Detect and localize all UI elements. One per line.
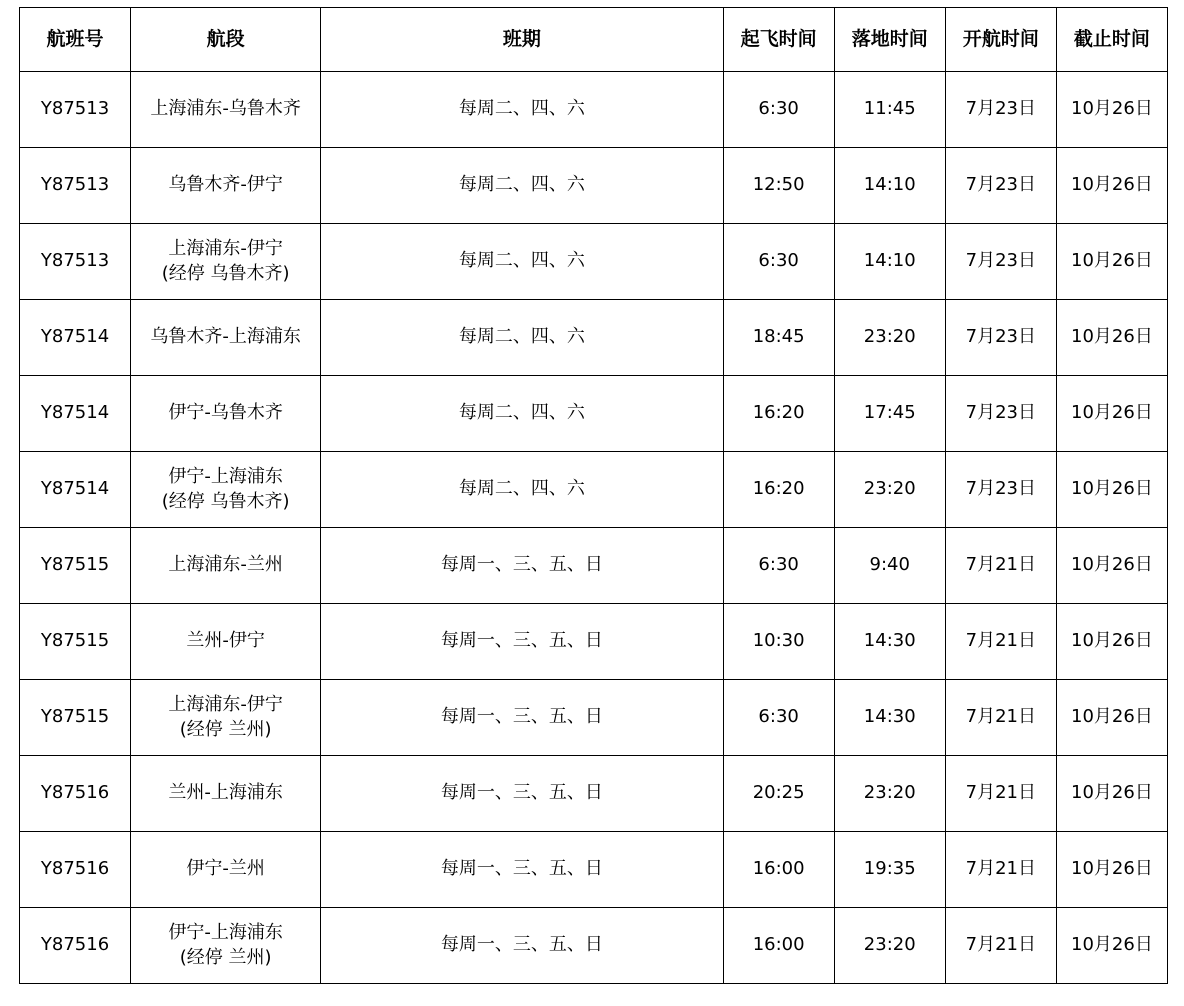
cell-schedule-days: 每周一、三、五、日: [321, 528, 723, 604]
cell-schedule-days: 每周一、三、五、日: [321, 680, 723, 756]
cell-arrival-time: 23:20: [834, 908, 945, 984]
cell-start-date: 7月23日: [945, 452, 1056, 528]
cell-end-date: 10月26日: [1056, 832, 1167, 908]
cell-departure-time: 16:00: [723, 908, 834, 984]
cell-flight-number: Y87515: [20, 604, 131, 680]
table-row: [20, 148, 1168, 224]
cell-schedule-days: 每周二、四、六: [321, 148, 723, 224]
cell-schedule-days: 每周二、四、六: [321, 376, 723, 452]
route-name: 兰州-伊宁: [186, 630, 265, 652]
cell-arrival-time: 9:40: [834, 528, 945, 604]
route-name: 伊宁-上海浦东: [168, 466, 283, 488]
cell-arrival-time: 14:10: [834, 224, 945, 300]
table-row: [20, 72, 1168, 148]
cell-route: [131, 908, 321, 984]
cell-flight-number: Y87516: [20, 908, 131, 984]
cell-flight-number: Y87514: [20, 452, 131, 528]
cell-schedule-days: 每周二、四、六: [321, 452, 723, 528]
cell-departure-time: 18:45: [723, 300, 834, 376]
route-stopover-note: (经停 兰州): [179, 946, 272, 968]
cell-departure-time: 10:30: [723, 604, 834, 680]
cell-arrival-time: 11:45: [834, 72, 945, 148]
cell-route: [131, 680, 321, 756]
cell-start-date: 7月23日: [945, 148, 1056, 224]
table-row: [20, 300, 1168, 376]
cell-end-date: 10月26日: [1056, 452, 1167, 528]
cell-route: [131, 604, 321, 680]
route-stopover-note: (经停 乌鲁木齐): [161, 490, 290, 512]
cell-arrival-time: 17:45: [834, 376, 945, 452]
cell-route: [131, 72, 321, 148]
route-name: 乌鲁木齐-伊宁: [168, 174, 283, 196]
cell-end-date: 10月26日: [1056, 300, 1167, 376]
cell-departure-time: 20:25: [723, 756, 834, 832]
cell-departure-time: 16:20: [723, 376, 834, 452]
cell-arrival-time: 14:30: [834, 680, 945, 756]
cell-flight-number: Y87516: [20, 756, 131, 832]
header-arrival-time: 落地时间: [834, 8, 945, 72]
cell-end-date: 10月26日: [1056, 908, 1167, 984]
cell-flight-number: Y87516: [20, 832, 131, 908]
table-row: [20, 680, 1168, 756]
route-name: 乌鲁木齐-上海浦东: [150, 326, 301, 348]
cell-flight-number: Y87515: [20, 680, 131, 756]
table-row: [20, 224, 1168, 300]
header-start-date: 开航时间: [945, 8, 1056, 72]
cell-departure-time: 16:00: [723, 832, 834, 908]
cell-route: [131, 224, 321, 300]
route-name: 伊宁-乌鲁木齐: [168, 402, 283, 424]
cell-end-date: 10月26日: [1056, 376, 1167, 452]
table-row: [20, 832, 1168, 908]
cell-flight-number: Y87513: [20, 224, 131, 300]
cell-route: [131, 832, 321, 908]
cell-schedule-days: 每周一、三、五、日: [321, 756, 723, 832]
cell-end-date: 10月26日: [1056, 604, 1167, 680]
cell-route: [131, 376, 321, 452]
cell-departure-time: 6:30: [723, 224, 834, 300]
header-schedule-days: 班期: [321, 8, 723, 72]
cell-arrival-time: 23:20: [834, 300, 945, 376]
cell-start-date: 7月23日: [945, 376, 1056, 452]
cell-schedule-days: 每周一、三、五、日: [321, 908, 723, 984]
route-name: 上海浦东-乌鲁木齐: [150, 98, 301, 120]
table-row: [20, 756, 1168, 832]
route-name: 上海浦东-伊宁: [168, 238, 283, 260]
header-route: 航段: [131, 8, 321, 72]
cell-start-date: 7月21日: [945, 756, 1056, 832]
cell-schedule-days: 每周二、四、六: [321, 72, 723, 148]
cell-schedule-days: 每周一、三、五、日: [321, 604, 723, 680]
table-row: [20, 528, 1168, 604]
table-row: [20, 908, 1168, 984]
cell-departure-time: 6:30: [723, 680, 834, 756]
cell-start-date: 7月21日: [945, 908, 1056, 984]
route-name: 兰州-上海浦东: [168, 782, 283, 804]
cell-route: [131, 452, 321, 528]
cell-departure-time: 6:30: [723, 72, 834, 148]
cell-departure-time: 16:20: [723, 452, 834, 528]
cell-departure-time: 12:50: [723, 148, 834, 224]
cell-end-date: 10月26日: [1056, 72, 1167, 148]
route-name: 上海浦东-兰州: [168, 554, 283, 576]
cell-end-date: 10月26日: [1056, 528, 1167, 604]
cell-arrival-time: 23:20: [834, 756, 945, 832]
header-departure-time: 起飞时间: [723, 8, 834, 72]
cell-route: [131, 756, 321, 832]
cell-end-date: 10月26日: [1056, 756, 1167, 832]
table-row: [20, 604, 1168, 680]
cell-arrival-time: 23:20: [834, 452, 945, 528]
cell-start-date: 7月23日: [945, 72, 1056, 148]
cell-arrival-time: 14:10: [834, 148, 945, 224]
route-name: 伊宁-上海浦东: [168, 922, 283, 944]
cell-start-date: 7月21日: [945, 680, 1056, 756]
route-name: 伊宁-兰州: [186, 858, 265, 880]
route-stopover-note: (经停 乌鲁木齐): [161, 262, 290, 284]
cell-flight-number: Y87514: [20, 376, 131, 452]
cell-route: [131, 528, 321, 604]
cell-schedule-days: 每周二、四、六: [321, 224, 723, 300]
cell-flight-number: Y87514: [20, 300, 131, 376]
cell-schedule-days: 每周一、三、五、日: [321, 832, 723, 908]
cell-arrival-time: 19:35: [834, 832, 945, 908]
cell-start-date: 7月21日: [945, 528, 1056, 604]
route-stopover-note: (经停 兰州): [179, 718, 272, 740]
route-name: 上海浦东-伊宁: [168, 694, 283, 716]
flight-schedule-table: [19, 7, 1168, 984]
cell-schedule-days: 每周二、四、六: [321, 300, 723, 376]
cell-start-date: 7月21日: [945, 832, 1056, 908]
table-row: [20, 376, 1168, 452]
cell-start-date: 7月21日: [945, 604, 1056, 680]
cell-arrival-time: 14:30: [834, 604, 945, 680]
cell-start-date: 7月23日: [945, 224, 1056, 300]
cell-route: [131, 148, 321, 224]
cell-end-date: 10月26日: [1056, 148, 1167, 224]
cell-end-date: 10月26日: [1056, 224, 1167, 300]
table-row: [20, 452, 1168, 528]
cell-start-date: 7月23日: [945, 300, 1056, 376]
cell-flight-number: Y87513: [20, 72, 131, 148]
header-flight-number: 航班号: [20, 8, 131, 72]
cell-end-date: 10月26日: [1056, 680, 1167, 756]
table-body: [20, 72, 1168, 984]
table-header-row: [20, 8, 1168, 72]
cell-departure-time: 6:30: [723, 528, 834, 604]
cell-flight-number: Y87513: [20, 148, 131, 224]
header-end-date: 截止时间: [1056, 8, 1167, 72]
cell-flight-number: Y87515: [20, 528, 131, 604]
cell-route: [131, 300, 321, 376]
